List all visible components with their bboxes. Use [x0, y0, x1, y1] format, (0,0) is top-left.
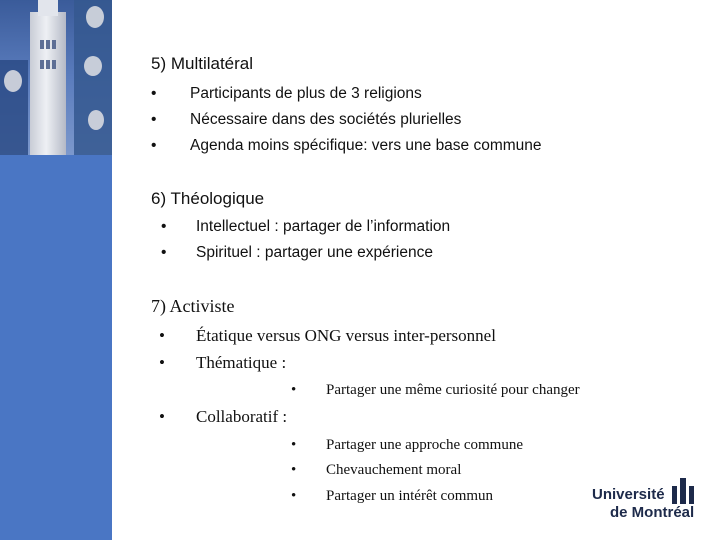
- photo-face-right-bottom: [88, 110, 104, 130]
- tower-window: [40, 60, 44, 69]
- section5-heading: 5) Multilatéral: [151, 54, 254, 73]
- section6-bullet-1: Intellectuel : partager de l’information: [196, 218, 451, 235]
- header-photo-collage: [0, 0, 112, 155]
- tower-window: [52, 40, 56, 49]
- logo-line-1: Université: [592, 486, 665, 503]
- logo-line-2: de Montréal: [610, 504, 695, 521]
- bullet: •: [159, 353, 165, 372]
- tower-image: [30, 12, 66, 155]
- sub-bullet: •: [291, 382, 297, 398]
- bullet: •: [159, 407, 165, 426]
- photo-face-left: [4, 70, 22, 92]
- tower-window: [40, 40, 44, 49]
- universite-de-montreal-logo: [592, 478, 702, 522]
- photo-face-right-top: [86, 6, 104, 28]
- bullet: •: [151, 137, 157, 154]
- section5-bullet-2: Nécessaire dans des sociétés plurielles: [190, 111, 462, 128]
- photo-face-right-mid: [84, 56, 102, 76]
- bullet: •: [161, 244, 167, 261]
- section7-bullet-3-sub-1: Partager une approche commune: [326, 437, 523, 453]
- tower-top-image: [38, 0, 58, 16]
- bullet: •: [161, 218, 167, 235]
- section7-bullet-3-sub-3: Partager un intérêt commun: [326, 488, 494, 504]
- section5-bullet-3: Agenda moins spécifique: vers une base commune: [190, 137, 542, 154]
- section7-bullet-3: Collaboratif :: [196, 407, 288, 426]
- tower-window: [52, 60, 56, 69]
- section7-bullet-3-sub-2: Chevauchement moral: [326, 462, 462, 478]
- tower-window: [46, 60, 50, 69]
- bullet: •: [151, 111, 157, 128]
- section5-bullet-1: Participants de plus de 3 religions: [190, 85, 422, 102]
- section6-bullet-2: Spirituel : partager une expérience: [196, 244, 433, 261]
- left-blue-bar: [0, 155, 112, 540]
- bullet: •: [159, 326, 165, 345]
- section7-bullet-1: Étatique versus ONG versus inter-personnel: [196, 326, 496, 345]
- section7-heading: 7) Activiste: [151, 296, 235, 316]
- sub-bullet: •: [291, 488, 297, 504]
- sub-bullet: •: [291, 437, 297, 453]
- bullet: •: [151, 85, 157, 102]
- section7-bullet-2: Thématique :: [196, 353, 287, 372]
- section6-heading: 6) Théologique: [151, 189, 265, 208]
- logo-tower-icon: [670, 478, 696, 504]
- section7-bullet-2-sub-1: Partager une même curiosité pour changer: [326, 382, 580, 398]
- sub-bullet: •: [291, 462, 297, 478]
- tower-window: [46, 40, 50, 49]
